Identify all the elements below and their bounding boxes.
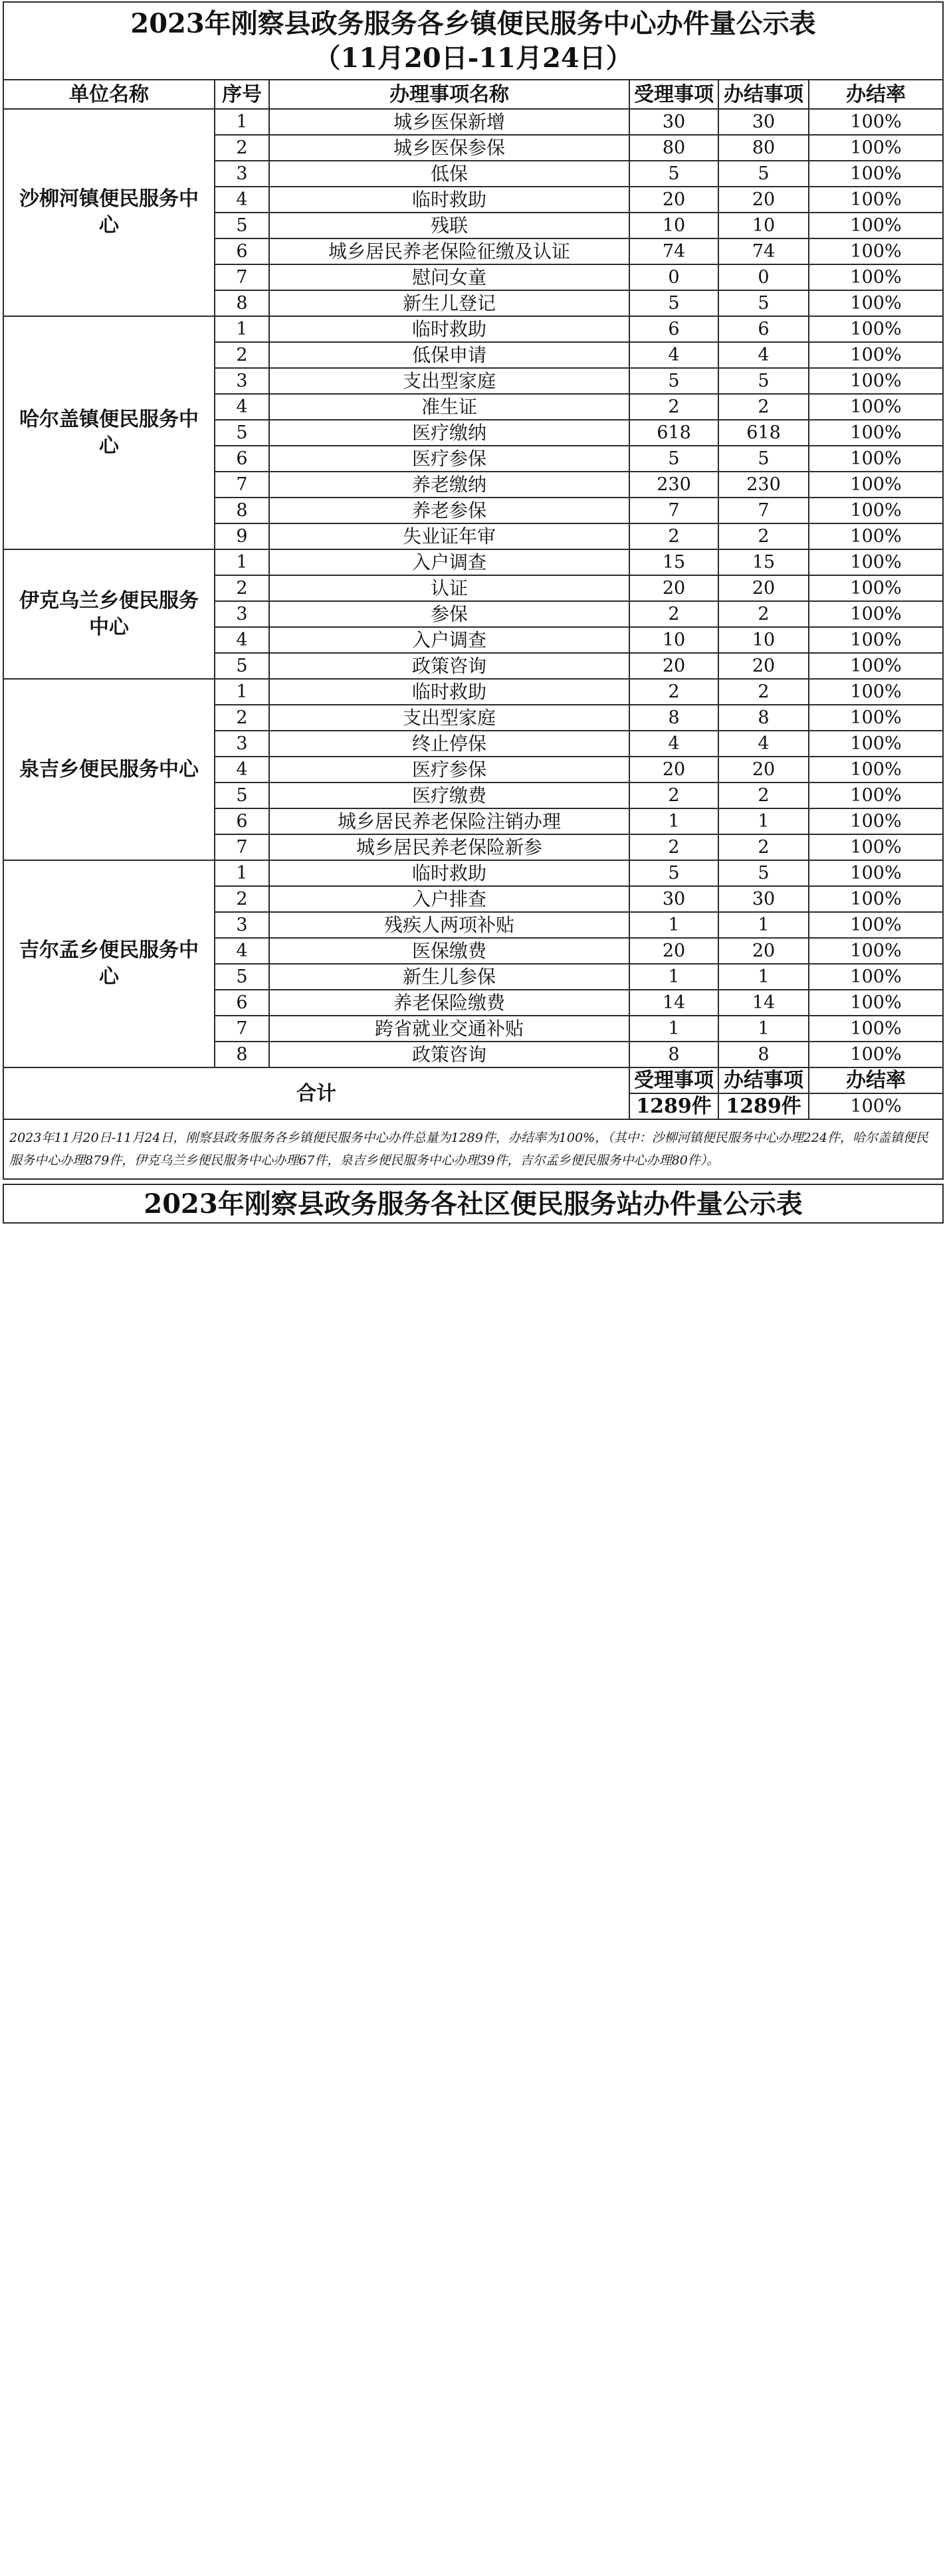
completion-rate: 100% <box>809 834 943 860</box>
spacer-cell <box>3 1179 943 1184</box>
accepted-count: 230 <box>629 472 718 498</box>
accepted-count: 1 <box>629 964 718 990</box>
completed-count: 14 <box>718 990 809 1016</box>
row-number: 3 <box>215 161 269 187</box>
accepted-count: 2 <box>629 523 718 549</box>
completion-rate: 100% <box>809 601 943 627</box>
completed-count: 1 <box>718 808 809 834</box>
completion-rate: 100% <box>809 161 943 187</box>
row-number: 4 <box>215 938 269 964</box>
completed-count: 20 <box>718 653 809 679</box>
service-item: 养老缴纳 <box>269 472 629 498</box>
completed-count: 4 <box>718 342 809 368</box>
service-item: 准生证 <box>269 394 629 420</box>
accepted-count: 5 <box>629 368 718 394</box>
completed-count: 20 <box>718 938 809 964</box>
row-number: 4 <box>215 187 269 213</box>
completed-count: 1 <box>718 964 809 990</box>
completion-rate: 100% <box>809 886 943 912</box>
total-rate-header: 办结率 <box>809 1067 943 1093</box>
service-item: 新生儿参保 <box>269 964 629 990</box>
completion-rate: 100% <box>809 213 943 238</box>
service-item: 政策咨询 <box>269 653 629 679</box>
completed-count: 1 <box>718 912 809 938</box>
total-completed: 1289件 <box>718 1093 809 1119</box>
completed-count: 5 <box>718 860 809 886</box>
note-row <box>3 1119 943 1179</box>
service-item: 养老保险缴费 <box>269 990 629 1016</box>
column-header: 受理事项 <box>629 80 718 109</box>
completed-count: 2 <box>718 601 809 627</box>
service-item: 城乡居民养老保险新参 <box>269 834 629 860</box>
accepted-count: 20 <box>629 187 718 213</box>
completion-rate: 100% <box>809 1042 943 1067</box>
accepted-count: 5 <box>629 161 718 187</box>
community-table <box>3 1184 944 1224</box>
row-number: 2 <box>215 575 269 601</box>
table-row <box>3 549 943 575</box>
completed-count: 74 <box>718 238 809 264</box>
completed-count: 5 <box>718 161 809 187</box>
row-number: 3 <box>215 731 269 757</box>
completion-rate: 100% <box>809 731 943 757</box>
completion-rate: 100% <box>809 290 943 316</box>
row-number: 2 <box>215 705 269 731</box>
completion-rate: 100% <box>809 342 943 368</box>
table-row <box>3 679 943 705</box>
service-item: 城乡居民养老保险征缴及认证 <box>269 238 629 264</box>
total-header-row <box>3 1067 943 1093</box>
total-rate: 100% <box>809 1093 943 1119</box>
accepted-count: 7 <box>629 498 718 523</box>
service-item: 城乡居民养老保险注销办理 <box>269 808 629 834</box>
completion-rate: 100% <box>809 316 943 342</box>
completed-count: 1 <box>718 1016 809 1042</box>
completed-count: 2 <box>718 394 809 420</box>
row-number: 5 <box>215 782 269 808</box>
completed-count: 5 <box>718 368 809 394</box>
completion-rate: 100% <box>809 1016 943 1042</box>
row-number: 7 <box>215 1016 269 1042</box>
row-number: 7 <box>215 472 269 498</box>
row-number: 4 <box>215 394 269 420</box>
row-number: 6 <box>215 808 269 834</box>
completed-count: 30 <box>718 886 809 912</box>
accepted-count: 2 <box>629 679 718 705</box>
summary-note <box>3 1119 943 1179</box>
row-number: 7 <box>215 264 269 290</box>
total-accepted: 1289件 <box>629 1093 718 1119</box>
service-item: 政策咨询 <box>269 1042 629 1067</box>
row-number: 6 <box>215 238 269 264</box>
completed-count: 20 <box>718 757 809 782</box>
community-table-title: 2023年刚察县政务服务各社区便民服务站办件量公示表 <box>3 1184 943 1223</box>
row-number: 1 <box>215 549 269 575</box>
completion-rate: 100% <box>809 782 943 808</box>
completion-rate: 100% <box>809 757 943 782</box>
township-table-title <box>3 2 943 80</box>
completed-count: 10 <box>718 213 809 238</box>
service-item: 临时救助 <box>269 187 629 213</box>
row-number: 4 <box>215 757 269 782</box>
service-item: 新生儿登记 <box>269 290 629 316</box>
service-item: 医疗参保 <box>269 446 629 472</box>
completed-count: 6 <box>718 316 809 342</box>
completion-rate: 100% <box>809 575 943 601</box>
service-item: 临时救助 <box>269 316 629 342</box>
accepted-count: 2 <box>629 782 718 808</box>
unit-name: 伊克乌兰乡便民服务中心 <box>3 549 215 679</box>
completed-count: 8 <box>718 705 809 731</box>
service-item: 低保申请 <box>269 342 629 368</box>
completion-rate: 100% <box>809 368 943 394</box>
accepted-count: 20 <box>629 938 718 964</box>
completion-rate: 100% <box>809 653 943 679</box>
accepted-count: 14 <box>629 990 718 1016</box>
completed-count: 30 <box>718 109 809 135</box>
table-row <box>3 316 943 342</box>
row-number: 1 <box>215 860 269 886</box>
accepted-count: 2 <box>629 601 718 627</box>
completion-rate: 100% <box>809 109 943 135</box>
column-header: 办理事项名称 <box>269 80 629 109</box>
accepted-count: 1 <box>629 1016 718 1042</box>
service-item: 入户排查 <box>269 886 629 912</box>
completed-count: 2 <box>718 782 809 808</box>
row-number: 3 <box>215 368 269 394</box>
row-number: 5 <box>215 653 269 679</box>
table-spacer <box>3 1179 943 1184</box>
accepted-count: 4 <box>629 731 718 757</box>
column-header: 办结事项 <box>718 80 809 109</box>
accepted-count: 10 <box>629 627 718 653</box>
completion-rate: 100% <box>809 860 943 886</box>
unit-name: 泉吉乡便民服务中心 <box>3 679 215 860</box>
accepted-count: 20 <box>629 653 718 679</box>
completion-rate: 100% <box>809 627 943 653</box>
row-number: 8 <box>215 1042 269 1067</box>
accepted-count: 5 <box>629 290 718 316</box>
completed-count: 5 <box>718 446 809 472</box>
table-row <box>3 109 943 135</box>
accepted-count: 1 <box>629 912 718 938</box>
unit-name: 沙柳河镇便民服务中心 <box>3 109 215 316</box>
service-item: 城乡医保参保 <box>269 135 629 161</box>
row-number: 1 <box>215 679 269 705</box>
row-number: 8 <box>215 290 269 316</box>
row-number: 5 <box>215 420 269 446</box>
service-item: 支出型家庭 <box>269 705 629 731</box>
service-item: 支出型家庭 <box>269 368 629 394</box>
completed-count: 20 <box>718 187 809 213</box>
accepted-count: 30 <box>629 109 718 135</box>
completion-rate: 100% <box>809 523 943 549</box>
row-number: 2 <box>215 886 269 912</box>
service-item: 养老参保 <box>269 498 629 523</box>
row-number: 6 <box>215 446 269 472</box>
total-label: 合计 <box>3 1067 629 1119</box>
row-number: 2 <box>215 342 269 368</box>
accepted-count: 8 <box>629 1042 718 1067</box>
completion-rate: 100% <box>809 472 943 498</box>
accepted-count: 2 <box>629 834 718 860</box>
accepted-count: 2 <box>629 394 718 420</box>
service-item: 参保 <box>269 601 629 627</box>
completion-rate: 100% <box>809 446 943 472</box>
table-row <box>3 860 943 886</box>
row-number: 3 <box>215 601 269 627</box>
completion-rate: 100% <box>809 420 943 446</box>
service-item: 医保缴费 <box>269 938 629 964</box>
service-item: 低保 <box>269 161 629 187</box>
row-number: 1 <box>215 316 269 342</box>
completion-rate: 100% <box>809 964 943 990</box>
completion-rate: 100% <box>809 135 943 161</box>
service-item: 临时救助 <box>269 679 629 705</box>
accepted-count: 6 <box>629 316 718 342</box>
service-item: 慰问女童 <box>269 264 629 290</box>
completed-count: 618 <box>718 420 809 446</box>
service-item: 医疗缴费 <box>269 782 629 808</box>
title-line-2: （11月20日-11月24日） <box>314 42 633 74</box>
service-item: 跨省就业交通补贴 <box>269 1016 629 1042</box>
completed-count: 2 <box>718 679 809 705</box>
completion-rate: 100% <box>809 912 943 938</box>
summary-note-main: 2023年11月20日-11月24日，刚察县政务服务各乡镇便民服务中心办件总量为1289件，办结率为100%， <box>9 1131 608 1145</box>
summary-note-detail: （其中：沙柳河镇便民服务中心办理224件，哈尔盖镇便民服务中心办理879件，伊克乌兰乡便民服务中心办理67件，泉吉乡便民服务中心办理39件，吉尔孟乡便民服务中心办理80件）。 <box>9 1131 928 1168</box>
accepted-count: 1 <box>629 808 718 834</box>
column-header: 序号 <box>215 80 269 109</box>
completed-count: 80 <box>718 135 809 161</box>
completed-count: 2 <box>718 523 809 549</box>
completion-rate: 100% <box>809 705 943 731</box>
completion-rate: 100% <box>809 498 943 523</box>
service-item: 失业证年审 <box>269 523 629 549</box>
completed-count: 7 <box>718 498 809 523</box>
row-number: 3 <box>215 912 269 938</box>
completed-count: 0 <box>718 264 809 290</box>
completed-count: 230 <box>718 472 809 498</box>
accepted-count: 20 <box>629 575 718 601</box>
row-number: 4 <box>215 627 269 653</box>
completion-rate: 100% <box>809 938 943 964</box>
row-number: 2 <box>215 135 269 161</box>
service-item: 残联 <box>269 213 629 238</box>
completion-rate: 100% <box>809 549 943 575</box>
completion-rate: 100% <box>809 187 943 213</box>
accepted-count: 20 <box>629 757 718 782</box>
service-item: 医疗缴纳 <box>269 420 629 446</box>
service-item: 城乡医保新增 <box>269 109 629 135</box>
service-item: 残疾人两项补贴 <box>269 912 629 938</box>
completion-rate: 100% <box>809 238 943 264</box>
accepted-count: 0 <box>629 264 718 290</box>
row-number: 1 <box>215 109 269 135</box>
completed-count: 20 <box>718 575 809 601</box>
township-table <box>3 1 944 1184</box>
row-number: 5 <box>215 964 269 990</box>
service-item: 入户调查 <box>269 627 629 653</box>
accepted-count: 8 <box>629 705 718 731</box>
total-completed-header: 办结事项 <box>718 1067 809 1093</box>
accepted-count: 15 <box>629 549 718 575</box>
unit-name: 哈尔盖镇便民服务中心 <box>3 316 215 549</box>
accepted-count: 10 <box>629 213 718 238</box>
accepted-count: 5 <box>629 446 718 472</box>
accepted-count: 618 <box>629 420 718 446</box>
completion-rate: 100% <box>809 264 943 290</box>
row-number: 7 <box>215 834 269 860</box>
completion-rate: 100% <box>809 394 943 420</box>
row-number: 5 <box>215 213 269 238</box>
column-header: 单位名称 <box>3 80 215 109</box>
title-line-1: 2023年刚察县政务服务各乡镇便民服务中心办件量公示表 <box>130 7 816 39</box>
completion-rate: 100% <box>809 990 943 1016</box>
total-accepted-header: 受理事项 <box>629 1067 718 1093</box>
service-item: 医疗参保 <box>269 757 629 782</box>
service-item: 终止停保 <box>269 731 629 757</box>
row-number: 6 <box>215 990 269 1016</box>
row-number: 9 <box>215 523 269 549</box>
accepted-count: 30 <box>629 886 718 912</box>
completed-count: 8 <box>718 1042 809 1067</box>
completed-count: 15 <box>718 549 809 575</box>
completion-rate: 100% <box>809 679 943 705</box>
completed-count: 5 <box>718 290 809 316</box>
completion-rate: 100% <box>809 808 943 834</box>
completed-count: 2 <box>718 834 809 860</box>
unit-name: 吉尔孟乡便民服务中心 <box>3 860 215 1067</box>
accepted-count: 5 <box>629 860 718 886</box>
accepted-count: 80 <box>629 135 718 161</box>
header-row <box>3 80 943 109</box>
accepted-count: 74 <box>629 238 718 264</box>
row-number: 8 <box>215 498 269 523</box>
accepted-count: 4 <box>629 342 718 368</box>
column-header: 办结率 <box>809 80 943 109</box>
completed-count: 4 <box>718 731 809 757</box>
completed-count: 10 <box>718 627 809 653</box>
service-item: 临时救助 <box>269 860 629 886</box>
service-item: 认证 <box>269 575 629 601</box>
service-item: 入户调查 <box>269 549 629 575</box>
